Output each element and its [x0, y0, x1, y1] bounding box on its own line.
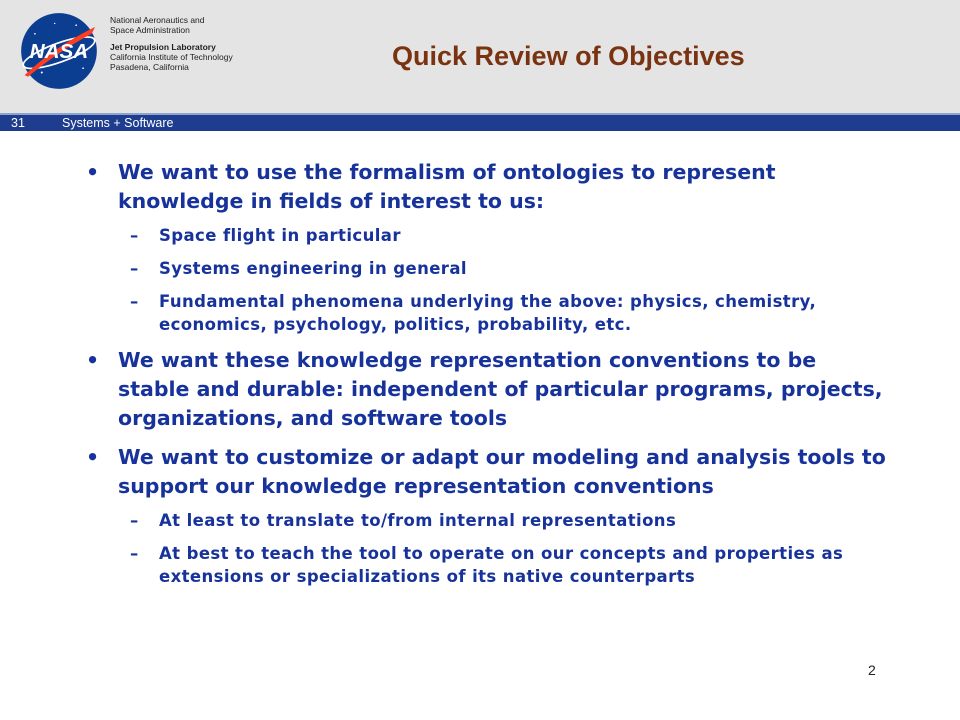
- sub-bullet-item: [84, 224, 894, 247]
- sub-bullet-item: [84, 509, 894, 532]
- slide-number-label: 31: [11, 116, 25, 130]
- lab-name: Jet Propulsion Laboratory: [110, 42, 216, 52]
- sub-bullet-item: [84, 290, 894, 336]
- section-bar: [0, 113, 960, 131]
- bullet-text: We want these knowledge representation conventions to be stable and durable: independent of particular programs, projects, organizations, and software tools: [118, 348, 883, 430]
- sub-bullet-text: Systems engineering in general: [159, 259, 467, 278]
- slide-header: [0, 0, 960, 113]
- bullet-marker: •: [86, 445, 100, 469]
- logo-wordmark: NASA: [29, 39, 89, 63]
- lab-line-3: Pasadena, California: [110, 62, 189, 72]
- page-number: 2: [868, 662, 876, 678]
- organization-block: [110, 15, 233, 72]
- sub-bullet-text: At least to translate to/from internal representations: [159, 511, 677, 530]
- slide-body: [84, 158, 894, 598]
- bullet-text: We want to use the formalism of ontologies to represent knowledge in fields of interest to us:: [118, 160, 776, 213]
- section-label: Systems + Software: [62, 116, 174, 130]
- org-line-2: Space Administration: [110, 25, 190, 35]
- bullet-text: We want to customize or adapt our modeling and analysis tools to support our knowledge representation conventions: [118, 445, 886, 498]
- org-line-1: National Aeronautics and: [110, 15, 205, 25]
- dash-marker: –: [130, 259, 139, 278]
- sub-bullet-item: [84, 257, 894, 280]
- sub-bullet-item: [84, 542, 894, 588]
- lab-line-2: California Institute of Technology: [110, 52, 233, 62]
- dash-marker: –: [130, 511, 139, 530]
- bullet-item: [84, 346, 894, 433]
- bullet-marker: •: [86, 160, 100, 184]
- sub-bullet-text: Space flight in particular: [159, 226, 401, 245]
- dash-marker: –: [130, 292, 139, 311]
- dash-marker: –: [130, 544, 139, 563]
- bullet-item: [84, 443, 894, 501]
- dash-marker: –: [130, 226, 139, 245]
- sub-bullet-text: Fundamental phenomena underlying the above: physics, chemistry, economics, psychology, politics, probability, etc.: [159, 292, 817, 334]
- bullet-item: [84, 158, 894, 216]
- sub-bullet-text: At best to teach the tool to operate on our concepts and properties as extensions or specializations of its native counterparts: [159, 544, 844, 586]
- nasa-logo-icon: [16, 8, 102, 94]
- slide-title: Quick Review of Objectives: [392, 41, 745, 71]
- bullet-marker: •: [86, 348, 100, 372]
